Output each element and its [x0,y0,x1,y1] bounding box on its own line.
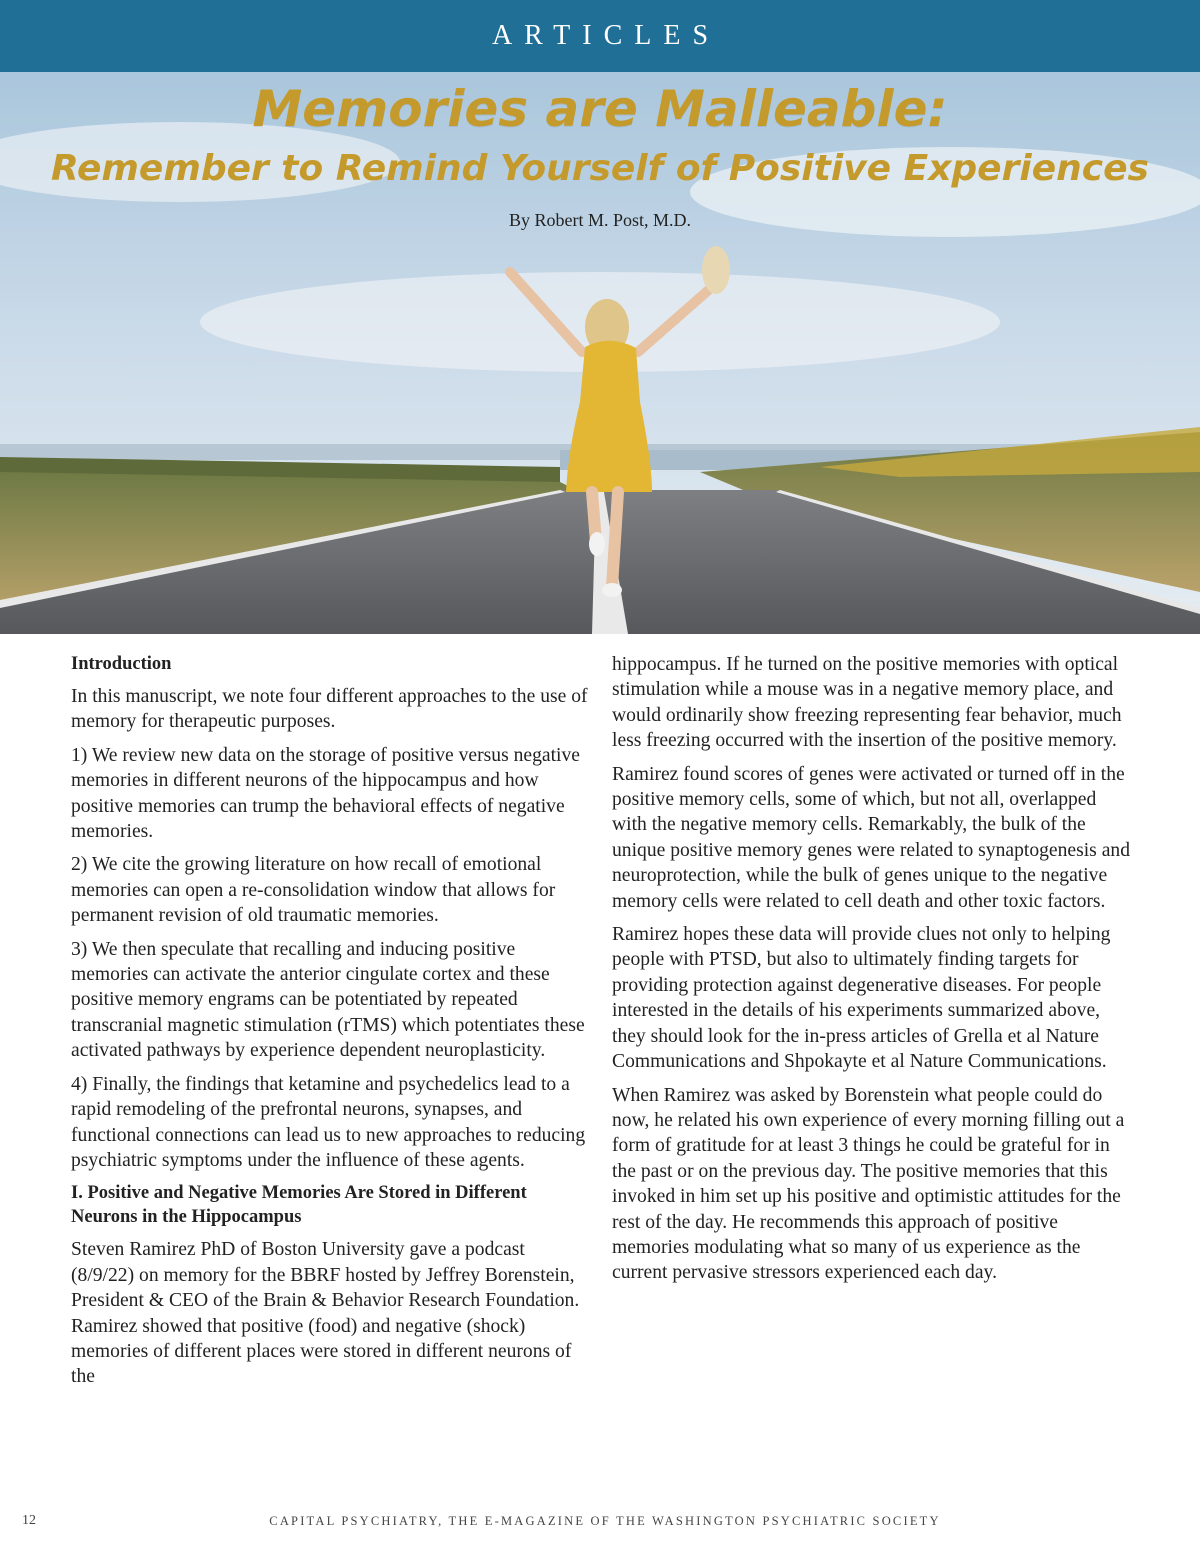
byline: By Robert M. Post, M.D. [508,210,692,230]
section-heading: I. Positive and Negative Memories Are Stored in Different Neurons in the Hippocampus [71,1183,527,1228]
paragraph: Ramirez hopes these data will provide clues not only to helping people with PTSD, but also to ultimately finding targets for providing protection against degenerative diseases. For people interested in the details of his experiments summarized above, they should look for the in-press articles of Grella et al Nature Communications and Shpokayte et al Nature Communications. [612,924,1111,1073]
paragraph: When Ramirez was asked by Borenstein what people could do now, he related his own experience of every morning filling out a form of gratitude for at least 3 things he could be grateful for in the past or on the previous day. The positive memories that this invoked in him set up his positive and optimistic attitudes for the rest of the day. He recommends this approach of positive memories modulating what so many of us experience as the current pervasive stressors experienced each day. [612,1084,1125,1284]
paragraph: Ramirez found scores of genes were activated or turned off in the positive memory cells, some of which, but not all, overlapped with the negative memory cells. Remarkably, the bulk of the unique positive memory genes were related to synaptogenesis and neuroprotection, while the bulk of genes unique to the negative memory cells were related to cell death and other toxic factors. [612,763,1131,912]
paragraph: In this manuscript, we note four different approaches to the use of memory for therapeutic purposes. [71,686,588,733]
article-subtitle: Remember to Remind Yourself of Positive Experiences [51,148,1149,189]
footer-text: CAPITAL PSYCHIATRY, THE E-MAGAZINE OF THE WASHINGTON PSYCHIATRIC SOCIETY [269,1514,941,1528]
paragraph: 2) We cite the growing literature on how recall of emotional memories can open a re-consolidation window that allows for permanent revision of old traumatic memories. [71,854,556,927]
section-banner [0,0,1200,72]
left-column [71,652,591,1398]
intro-heading: Introduction [71,654,172,674]
section-label: ARTICLES [491,20,721,51]
paragraph: hippocampus. If he turned on the positive memories with optical stimulation while a mouse was in a negative memory place, and would ordinarily show freezing representing fear behavior, much less freezing occurred with the insertion of the positive memory. [612,654,1122,752]
paragraph: 3) We then speculate that recalling and inducing positive memories can activate the anterior cingulate cortex and these positive memory engrams can be potentiated by repeated transcranial magnetic stimulation (rTMS) which potentiates these activated pathways by experience dependent neuroplasticity. [71,938,585,1062]
article-title: Memories are Malleable: [252,80,948,138]
paragraph: 1) We review new data on the storage of positive versus negative memories in different neurons of the hippocampus and how positive memories can trump the behavioral effects of negative memories. [71,744,580,843]
right-column [612,652,1132,1294]
paragraph: 4) Finally, the findings that ketamine and psychedelics lead to a rapid remodeling of the prefrontal neurons, synapses, and functional connections can lead us to new approaches to reducing psychiatric symptoms under the influence of these agents. [71,1073,586,1171]
paragraph: Steven Ramirez PhD of Boston University gave a podcast (8/9/22) on memory for the BBRF hosted by Jeffrey Borenstein, President & CEO of the Brain & Behavior Research Foundation. Ramirez showed that positive (food) and negative (shock) memories of different places were stored in different neurons of the [71,1239,580,1388]
page-number: 12 [22,1513,36,1528]
